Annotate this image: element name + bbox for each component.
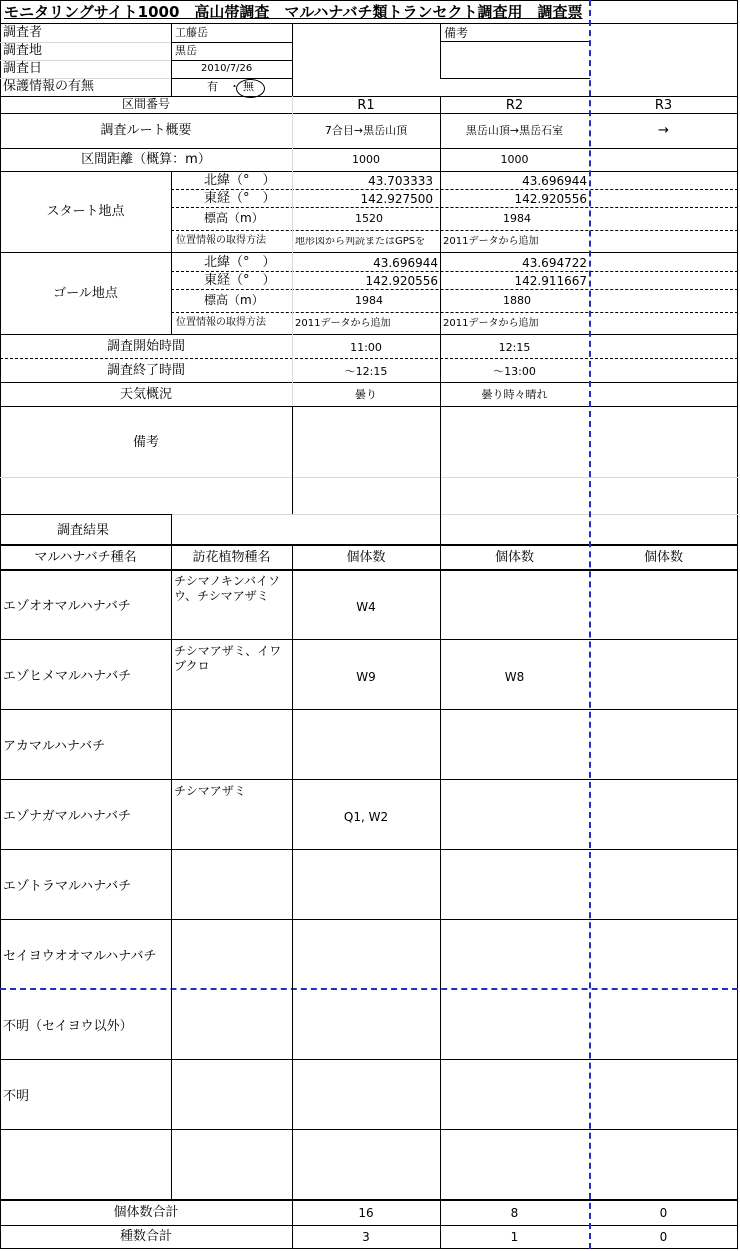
- r1-end-time: 〜12:15: [344, 365, 388, 378]
- species-name: エゾオオマルハナバチ: [3, 599, 131, 614]
- route-r3-id: R3: [654, 98, 673, 113]
- r1-goal-lat: 43.696944: [373, 256, 438, 270]
- r2-goal-method: 2011データから追加: [443, 318, 539, 329]
- r2-goal-elev: 1880: [503, 294, 531, 307]
- start-lat-label: 北緯（° ）: [204, 173, 276, 188]
- r2-start-time: 12:15: [498, 341, 531, 354]
- goal-lon-label: 東経（° ）: [204, 273, 276, 288]
- species-name: エゾトラマルハナバチ: [3, 879, 132, 894]
- distance-label: 区間距離（概算：m）: [81, 152, 211, 167]
- results-label: 調査結果: [57, 523, 110, 538]
- route-r2-distance: 1000: [500, 153, 529, 166]
- r1-start-elev: 1520: [355, 212, 383, 225]
- r2-start-lon: 142.920556: [514, 192, 587, 206]
- date-value: 2010/7/26: [201, 63, 253, 74]
- r2-goal-lon: 142.911667: [514, 274, 587, 288]
- plant-name: チシマノキンバイソウ、チシマアザミ: [174, 574, 280, 603]
- r1-individuals-total: 16: [358, 1206, 374, 1220]
- plant-col-header: 訪花植物種名: [192, 550, 271, 565]
- start-method-label: 位置情報の取得方法: [176, 235, 266, 246]
- site-value: 黒岳: [175, 44, 197, 57]
- surveyor-label: 調査者: [3, 25, 43, 40]
- route-r2-summary: 黒岳山頂→黒岳石室: [465, 124, 564, 137]
- r2-count-header: 個体数: [494, 550, 534, 565]
- start-elev-label: 標高（m）: [204, 211, 264, 225]
- start-lon-label: 東経（° ）: [204, 191, 276, 206]
- r2-weather: 曇り時々晴れ: [481, 388, 548, 401]
- site-label: 調査地: [3, 43, 43, 58]
- remarks-label: 備考: [133, 435, 160, 450]
- species-name: 不明（セイヨウ以外）: [3, 1019, 133, 1034]
- goal-point-label: ゴール地点: [53, 286, 118, 301]
- r2-end-time: 〜13:00: [493, 365, 536, 378]
- species-name: エゾヒメマルハナバチ: [3, 669, 132, 684]
- route-r1-id: R1: [357, 98, 375, 113]
- r3-count-header: 個体数: [643, 550, 683, 565]
- form-title: モニタリングサイト1000 高山帯調査 マルハナバチ類トランセクト調査用 調査票: [4, 3, 583, 21]
- remarks-header-label: 備考: [444, 26, 469, 40]
- section-no-label: 区間番号: [121, 97, 170, 111]
- species-total-label: 種数合計: [119, 1229, 172, 1244]
- r1-species-total: 3: [362, 1230, 370, 1244]
- r1-count: Q1, W2: [343, 810, 389, 824]
- r2-start-method: 2011データから追加: [443, 236, 539, 247]
- route-r1-distance: 1000: [352, 153, 380, 166]
- r2-start-elev: 1984: [503, 212, 531, 225]
- r2-individuals-total: 8: [510, 1206, 519, 1220]
- individuals-total-label: 個体数合計: [113, 1205, 179, 1220]
- route-r3-summary: →: [658, 123, 669, 138]
- r3-species-total: 0: [659, 1230, 668, 1244]
- plant-name: チシマアザミ: [174, 784, 246, 798]
- species-col-header: マルハナバチ種名: [34, 550, 137, 565]
- start-time-label: 調査開始時間: [106, 339, 185, 354]
- r1-start-lon: 142.927500: [360, 192, 433, 206]
- route-summary-label: 調査ルート概要: [100, 123, 192, 138]
- r1-goal-lon: 142.920556: [365, 274, 438, 288]
- protection-yes: 有 ・: [207, 80, 240, 93]
- start-point-label: スタート地点: [46, 204, 125, 219]
- r2-goal-lat: 43.694722: [522, 256, 587, 270]
- species-name: アカマルハナバチ: [3, 739, 106, 754]
- r1-start-time: 11:00: [350, 341, 382, 354]
- species-name: セイヨウオオマルハナバチ: [3, 949, 157, 964]
- r1-count: W4: [356, 600, 376, 614]
- protection-label: 保護情報の有無: [3, 79, 95, 94]
- weather-label: 天気概況: [119, 387, 172, 402]
- goal-elev-label: 標高（m）: [204, 293, 264, 307]
- r3-individuals-total: 0: [659, 1206, 668, 1220]
- protection-no: 無: [243, 80, 254, 93]
- end-time-label: 調査終了時間: [106, 363, 185, 378]
- route-r2-id: R2: [505, 98, 524, 113]
- species-name: 不明: [3, 1089, 30, 1104]
- route-r1-summary: 7合目→黒岳山頂: [324, 124, 408, 137]
- r1-weather: 曇り: [355, 388, 377, 401]
- r1-count: W9: [356, 670, 376, 684]
- goal-method-label: 位置情報の取得方法: [176, 317, 266, 328]
- r1-start-method: 地形図から判読またはGPSを: [295, 237, 426, 247]
- r2-species-total: 1: [510, 1230, 519, 1244]
- surveyor-value: 工藤岳: [175, 26, 208, 39]
- goal-lat-label: 北緯（° ）: [204, 255, 276, 270]
- date-label: 調査日: [3, 61, 43, 76]
- plant-name: チシマアザミ、イワブクロ: [174, 644, 282, 673]
- species-name: エゾナガマルハナバチ: [3, 809, 132, 824]
- r1-start-lat: 43.703333: [368, 174, 433, 188]
- r1-goal-elev: 1984: [355, 294, 383, 307]
- r2-start-lat: 43.696944: [522, 174, 587, 188]
- r2-count: W8: [504, 670, 525, 684]
- r1-count-header: 個体数: [346, 550, 386, 565]
- r1-goal-method: 2011データから追加: [295, 318, 391, 329]
